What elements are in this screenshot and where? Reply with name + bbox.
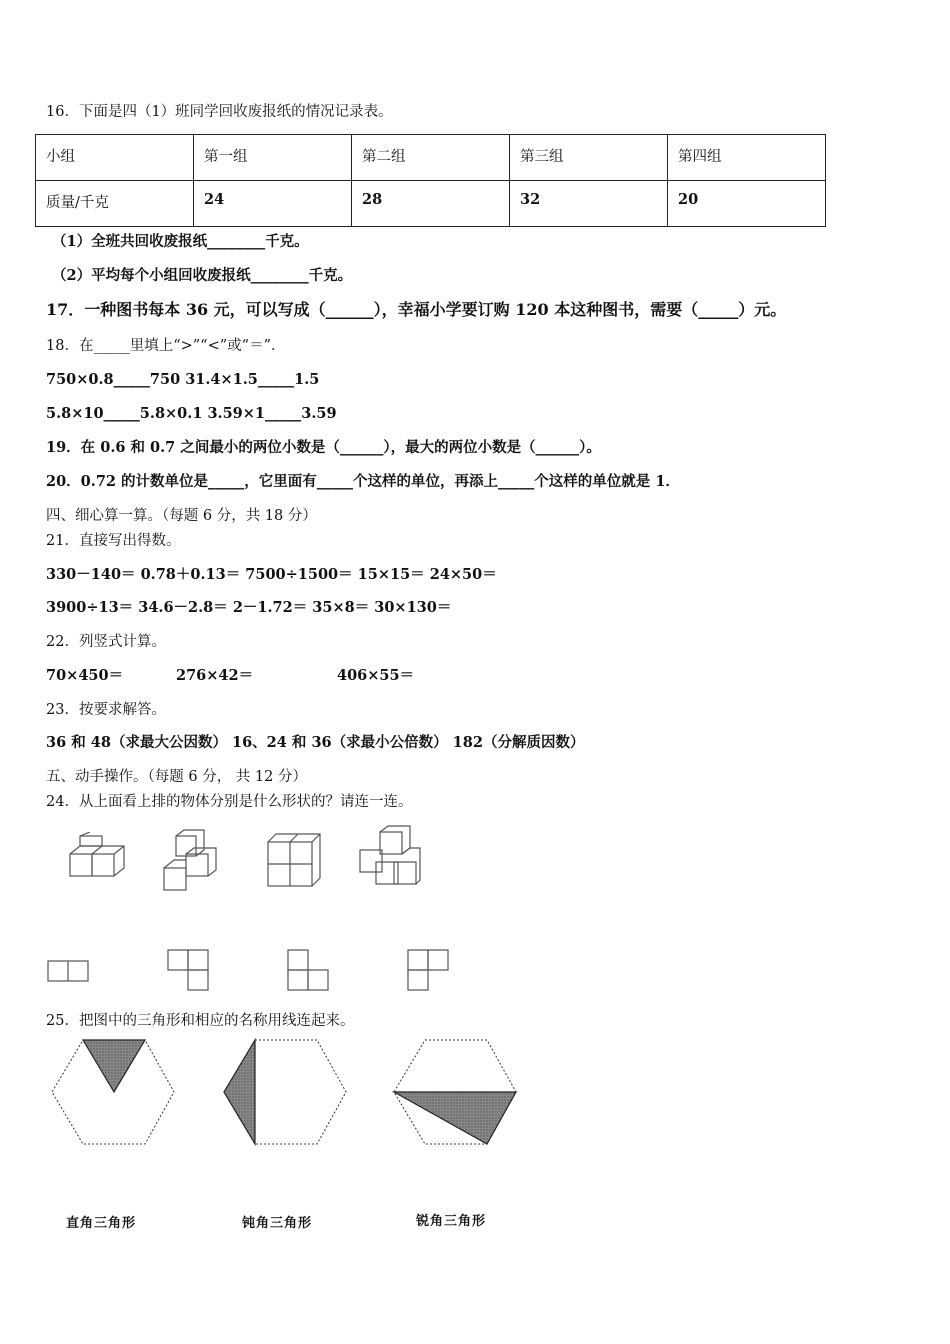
- label-obtuse-triangle: 钝角三角形: [242, 1216, 313, 1231]
- cube-stack-figure-2: [158, 828, 228, 894]
- q23-title: 23．按要求解答。: [46, 702, 166, 718]
- section4-heading: 四、细心算一算。（每题 6 分，共 18 分）: [46, 508, 317, 524]
- q22-item: 70×450＝: [46, 667, 124, 684]
- q16-title: 16．下面是四（1）班同学回收废报纸的情况记录表。: [46, 104, 393, 120]
- q22-title: 22．列竖式计算。: [46, 634, 166, 650]
- q21-row1: 330－140＝ 0.78＋0.13＝ 7500÷1500＝ 15×15＝ 24×50＝: [46, 566, 497, 583]
- q24-title: 24．从上面看上排的物体分别是什么形状的？请连一连。: [46, 794, 413, 810]
- top-view-shape-2: [166, 948, 212, 992]
- hexagon-obtuse-triangle-figure: [220, 1036, 350, 1150]
- label-acute-triangle: 锐角三角形: [416, 1214, 487, 1229]
- q22-item: 406×55＝: [337, 667, 415, 684]
- table-cell: 32: [510, 181, 668, 227]
- q16-sub1: （1）全班共回收废报纸________千克。: [52, 233, 309, 250]
- top-view-shape-1: [46, 958, 92, 984]
- q17-text: 17．一种图书每本 36 元，可以写成（______），幸福小学要订购 120 本这种图书，需要（_____）元。: [46, 300, 787, 319]
- table-header-cell: 第一组: [194, 135, 352, 181]
- table-cell: 20: [668, 181, 826, 227]
- hexagon-acute-triangle-figure: [390, 1036, 520, 1150]
- table-header-cell: 第四组: [668, 135, 826, 181]
- table-row: [36, 181, 826, 227]
- q21-row2: 3900÷13＝ 34.6－2.8＝ 2－1.72＝ 35×8＝ 30×130＝: [46, 599, 452, 616]
- q18-row1: 750×0.8_____750 31.4×1.5_____1.5: [46, 371, 320, 388]
- table-cell: 24: [194, 181, 352, 227]
- table-header-cell: 小组: [36, 135, 194, 181]
- q23-row: 36 和 48（求最大公因数） 16、24 和 36（求最小公倍数） 182（分解质因数）: [46, 734, 585, 751]
- top-view-shape-3: [286, 948, 332, 992]
- table-cell: 28: [352, 181, 510, 227]
- q25-title: 25．把图中的三角形和相应的名称用线连起来。: [46, 1013, 355, 1029]
- q20-text: 20．0.72 的计数单位是_____，它里面有_____个这样的单位，再添上_____个这样的单位就是 1．: [46, 473, 680, 490]
- table-row-label: 质量/千克: [36, 181, 194, 227]
- cube-stack-figure-3: [262, 830, 326, 894]
- q18-row2: 5.8×10_____5.8×0.1 3.59×1_____3.59: [46, 405, 337, 422]
- cube-stack-figure-4: [354, 824, 428, 890]
- label-right-triangle: 直角三角形: [66, 1216, 137, 1231]
- record-table: [35, 134, 826, 227]
- table-header-cell: 第二组: [352, 135, 510, 181]
- q21-title: 21．直接写出得数。: [46, 533, 181, 549]
- top-view-shape-4: [406, 948, 452, 992]
- section5-heading: 五、动手操作。（每题 6 分， 共 12 分）: [46, 769, 307, 785]
- q22-item: 276×42＝: [176, 667, 254, 684]
- cube-stack-figure-1: [60, 832, 130, 892]
- q18-title: 18．在_____里填上“>”“<”或“＝”．: [46, 338, 286, 354]
- q16-sub2: （2）平均每个小组回收废报纸________千克。: [52, 267, 353, 284]
- q19-text: 19．在 0.6 和 0.7 之间最小的两位小数是（______），最大的两位小数是（______）。: [46, 439, 601, 456]
- table-header-cell: 第三组: [510, 135, 668, 181]
- hexagon-right-triangle-figure: [48, 1036, 178, 1150]
- table-header-row: [36, 135, 826, 181]
